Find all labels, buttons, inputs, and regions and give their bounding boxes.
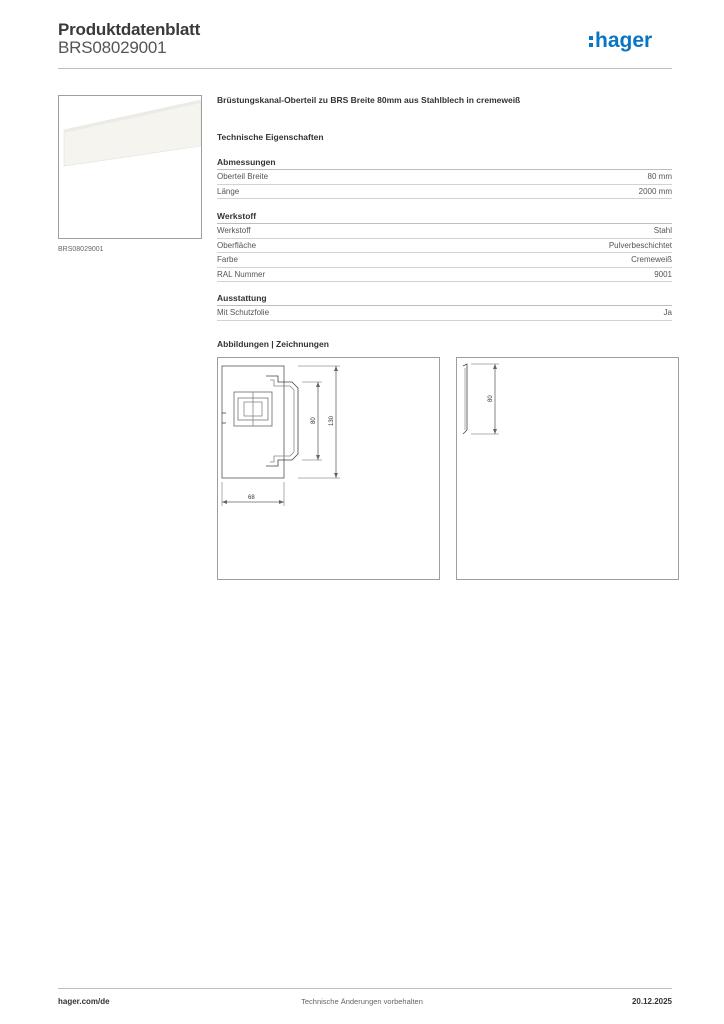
channel-drawing xyxy=(218,358,439,579)
dim-label-80: 80 xyxy=(311,417,317,424)
row-value: Stahl xyxy=(653,226,672,235)
row-label: Oberfläche xyxy=(217,240,257,250)
product-number: BRS08029001 xyxy=(58,38,167,57)
section-dimensions xyxy=(217,157,672,199)
product-image xyxy=(58,95,202,239)
section-title: Ausstattung xyxy=(217,293,672,306)
row-label: Werkstoff xyxy=(217,226,251,235)
row-label: Mit Schutzfolie xyxy=(217,308,270,317)
product-image-caption: BRS08029001 xyxy=(58,246,104,253)
table-row xyxy=(217,170,672,185)
footer-disclaimer: Technische Änderungen vorbehalten xyxy=(301,997,423,1006)
dim-label-80: 80 xyxy=(488,395,494,402)
row-value: 2000 mm xyxy=(638,186,672,196)
row-value: Ja xyxy=(663,308,672,317)
cross-section-drawing xyxy=(217,357,440,580)
cover-profile-drawing xyxy=(456,357,679,580)
section-material xyxy=(217,211,672,282)
dim-label-130: 130 xyxy=(329,415,335,426)
dim-label-68: 68 xyxy=(248,495,255,501)
product-photo xyxy=(59,96,201,238)
table-row xyxy=(217,306,672,321)
table-row xyxy=(217,239,672,254)
section-equipment xyxy=(217,293,672,321)
hager-logo xyxy=(588,28,672,54)
product-description: Brüstungskanal-Oberteil zu BRS Breite 80mm aus Stahlblech in cremeweiß xyxy=(217,95,521,105)
header-divider xyxy=(58,68,672,69)
row-value: 9001 xyxy=(654,269,672,279)
brand-text: hager xyxy=(595,29,653,52)
table-row xyxy=(217,253,672,268)
row-value: 80 mm xyxy=(647,172,672,181)
row-value: Pulverbeschichtet xyxy=(608,240,672,250)
row-label: Länge xyxy=(217,186,240,196)
table-row xyxy=(217,224,672,239)
section-title: Werkstoff xyxy=(217,211,672,224)
table-row xyxy=(217,185,672,200)
row-value: Cremeweiß xyxy=(631,255,672,264)
tech-properties-heading: Technische Eigenschaften xyxy=(217,132,324,142)
row-label: RAL Nummer xyxy=(217,269,266,279)
section-title: Abmessungen xyxy=(217,157,672,170)
page-title: Produktdatenblatt xyxy=(58,20,201,39)
drawings-heading: Abbildungen | Zeichnungen xyxy=(217,339,329,349)
row-label: Farbe xyxy=(217,255,238,264)
footer-website-link[interactable]: hager.com/de xyxy=(58,997,110,1006)
table-row xyxy=(217,268,672,283)
footer-date: 20.12.2025 xyxy=(631,997,672,1006)
cover-profile xyxy=(457,358,678,579)
footer-divider xyxy=(58,988,672,989)
row-label: Oberteil Breite xyxy=(217,172,269,181)
